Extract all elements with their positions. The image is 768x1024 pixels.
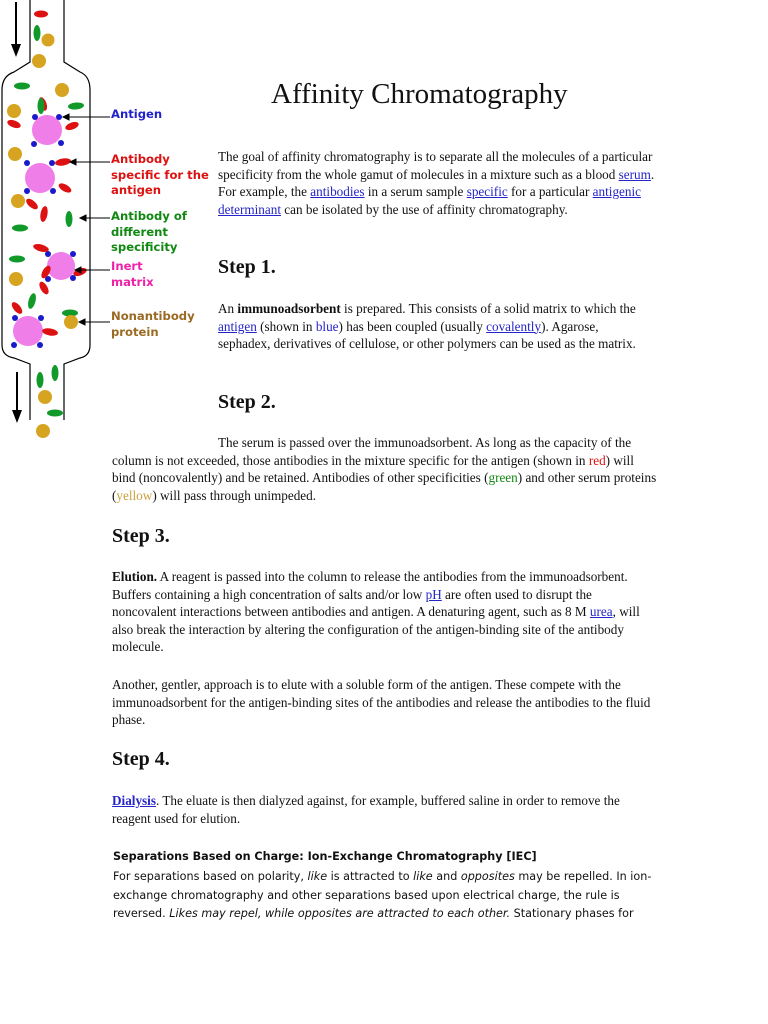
- label-antibody-specific: Antibody specific for the antigen: [111, 152, 209, 197]
- step1-paragraph: [218, 300, 638, 353]
- elution-term: Elution.: [112, 569, 158, 584]
- label-antigen: Antigen: [111, 107, 163, 121]
- antigen-link[interactable]: antigen: [218, 318, 257, 334]
- step3-paragraph-2: Another, gentler, approach is to elute with a soluble form of the antigen. These compete with the immunoadsorbent for the antigen-binding sites of the antibodies and release the antibodies to the fluid phase.: [112, 677, 651, 727]
- iec-italic-3: opposites: [460, 870, 515, 883]
- step2-paragraph: [112, 434, 660, 504]
- step3-paragraph: [112, 568, 642, 656]
- iec-text-2: is attracted to: [327, 870, 414, 883]
- step3-text-2: are often used to disrupt the noncovalent interactions between antibodies and antigen. A denaturing agent, such as 8 M: [112, 586, 592, 619]
- intro-text-5: can be isolated by the use of affinity chromatography.: [280, 201, 568, 217]
- step1-text-5: ). Agarose, sephadex, derivatives of cellulose, or other polymers can be used as the matrix.: [218, 318, 636, 351]
- step1-heading: Step 1.: [218, 256, 276, 278]
- iec-italic-4: Likes may repel, while opposites are attracted to each other.: [169, 907, 511, 920]
- page-title: Affinity Chromatography: [271, 78, 568, 110]
- iec-italic-1: like: [307, 870, 328, 883]
- step2-text-4: ) will pass through unimpeded.: [152, 487, 317, 503]
- intro-text-4: for a particular: [507, 184, 593, 199]
- step2-text-1: The serum is passed over the immunoadsorbent. As long as the capacity of the column is not exceeded, those antibodies in the mixture specific for the antigen (shown in: [112, 435, 632, 468]
- step3-heading: Step 3.: [112, 525, 170, 547]
- intro-text-1: The goal of affinity chromatography is to separate all the molecules of a particular specificity from the whole gamut of molecules in a mixture such as a blood: [218, 149, 653, 182]
- immunoadsorbent-term: immunoadsorbent: [237, 301, 341, 316]
- flow-in-arrow-icon: [11, 2, 21, 57]
- step2-text-3: ) and other serum proteins (: [112, 470, 657, 503]
- dialysis-link[interactable]: Dialysis: [112, 793, 156, 808]
- urea-link[interactable]: urea: [589, 604, 613, 619]
- step1-text-3: (shown in: [256, 318, 316, 334]
- label-antibody-different: Antibody of different specificity: [111, 209, 187, 254]
- step1-text-4: ) has been coupled (usually: [338, 318, 487, 334]
- intro-text-3: in a serum sample: [364, 184, 467, 199]
- step4-paragraph: [112, 792, 642, 827]
- antigenic-determinant-link[interactable]: antigenic determinant: [218, 184, 642, 217]
- specific-link[interactable]: specific: [466, 184, 508, 199]
- serum-link[interactable]: serum: [618, 166, 651, 182]
- covalently-link[interactable]: covalently: [486, 318, 542, 334]
- intro-text-2: . For example, the: [218, 166, 655, 199]
- other-antibodies: [9, 25, 84, 417]
- label-nonantibody-protein: Nonantibody protein: [111, 309, 195, 339]
- green-word: green: [488, 470, 518, 485]
- label-inert-matrix: Inert matrix: [111, 259, 154, 289]
- intro-paragraph: [218, 148, 658, 218]
- step2-text-2: ) will bind (noncovalently) and be retained. Antibodies of other specificities (: [112, 452, 634, 485]
- flow-out-arrow-icon: [12, 372, 22, 423]
- iec-text-3: and: [432, 870, 461, 883]
- blue-word: blue: [315, 318, 339, 334]
- step4-heading: Step 4.: [112, 748, 170, 770]
- red-word: red: [588, 452, 606, 468]
- iec-text-5: Stationary phases for: [510, 907, 634, 920]
- ph-link[interactable]: pH: [425, 586, 442, 602]
- antibodies-link[interactable]: antibodies: [310, 184, 365, 199]
- step2-heading: Step 2.: [218, 391, 276, 413]
- step1-text-1: An: [218, 301, 238, 316]
- iec-text-1: For separations based on polarity,: [113, 870, 308, 883]
- yellow-word: yellow: [116, 487, 153, 503]
- iec-italic-2: like: [413, 870, 433, 883]
- iec-text-4: may be repelled. In ion-exchange chromatography and other separations based upon electrical charge, the rule is reversed.: [113, 870, 652, 920]
- step3-text-3: , will also break the interaction by altering the configuration of the antigen-binding site of the antibody molecule.: [112, 604, 640, 654]
- step4-text-1: . The eluate is then dialyzed against, for example, buffered saline in order to remove the reagent used for elution.: [112, 793, 620, 826]
- iec-paragraph: [113, 868, 653, 924]
- iec-heading: Separations Based on Charge: Ion-Exchange Chromatography [IEC]: [113, 850, 537, 863]
- step1-text-2: is prepared. This consists of a solid matrix to which the: [340, 301, 636, 316]
- step3-text-1: A reagent is passed into the column to release the antibodies from the immunoadsorbent. Buffers containing a high concentration of salts and/or low: [112, 569, 628, 602]
